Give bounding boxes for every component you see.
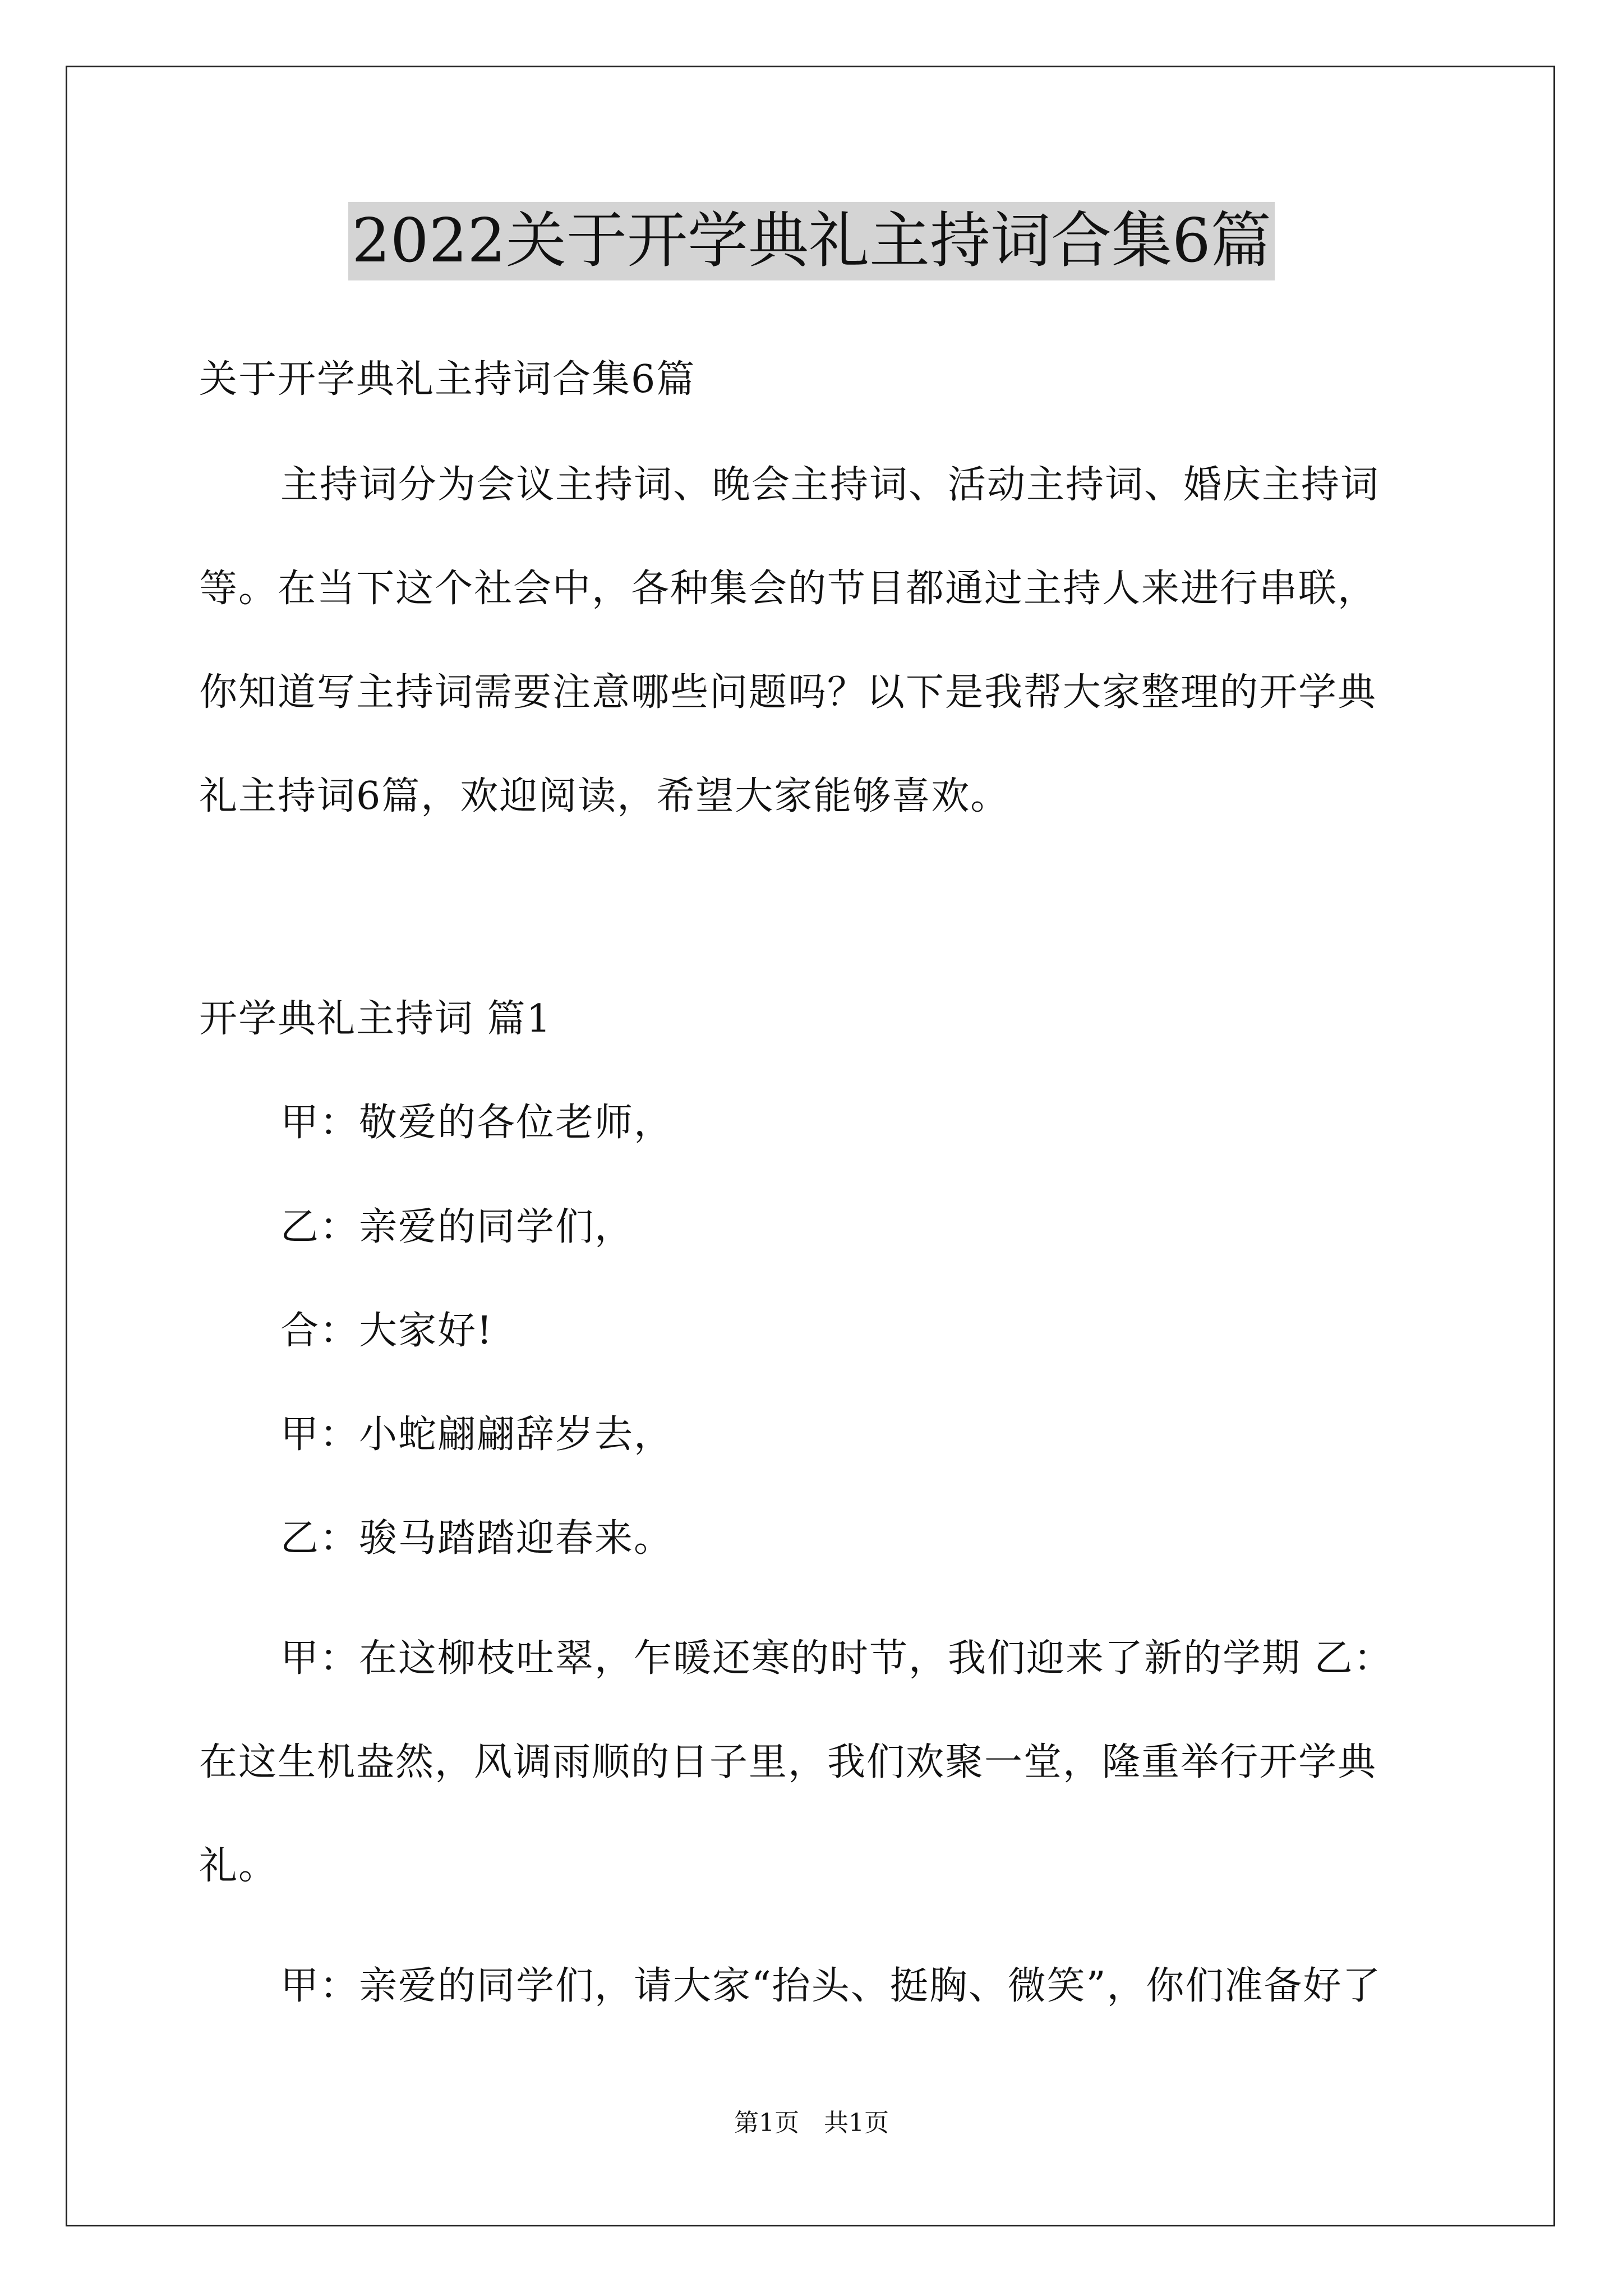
body-line-6: 甲：在这柳枝吐翠，乍暖还寒的时节，我们迎来了新的学期 乙： [280,1636,1393,1681]
intro-line-1: 主持词分为会议主持词、晚会主持词、活动主持词、婚庆主持词 [280,463,1380,507]
page-footer [0,2106,1623,2140]
body-line-3: 合：大家好! [280,1309,494,1353]
intro-line-3: 你知道写主持词需要注意哪些问题吗？以下是我帮大家整理的开学典 [199,670,1377,715]
body-line-4: 甲：小蛇翩翩辞岁去， [280,1412,674,1457]
intro-line-2: 等。在当下这个社会中，各种集会的节目都通过主持人来进行串联， [199,567,1377,611]
section-heading: 开学典礼主持词 篇1 [199,997,552,1041]
body-line-5: 乙：骏马踏踏迎春来。 [280,1516,674,1561]
page-number-current: 第1页 [734,2109,799,2137]
body-line-8: 礼。 [199,1844,278,1888]
page-number-total: 共1页 [824,2109,889,2137]
title-wrap [0,202,1623,280]
body-line-1: 甲：敬爱的各位老师， [280,1101,674,1145]
body-line-9: 甲：亲爱的同学们，请大家“抬头、挺胸、微笑”，你们准备好了 [280,1964,1382,2008]
document-subtitle: 关于开学典礼主持词合集6篇 [199,357,696,402]
body-line-2: 乙：亲爱的同学们， [280,1205,634,1249]
body-line-7: 在这生机盎然，风调雨顺的日子里，我们欢聚一堂，隆重举行开学典 [199,1740,1377,1784]
intro-line-4: 礼主持词6篇，欢迎阅读，希望大家能够喜欢。 [199,774,1010,818]
document-title: 2022关于开学典礼主持词合集6篇 [348,202,1275,280]
